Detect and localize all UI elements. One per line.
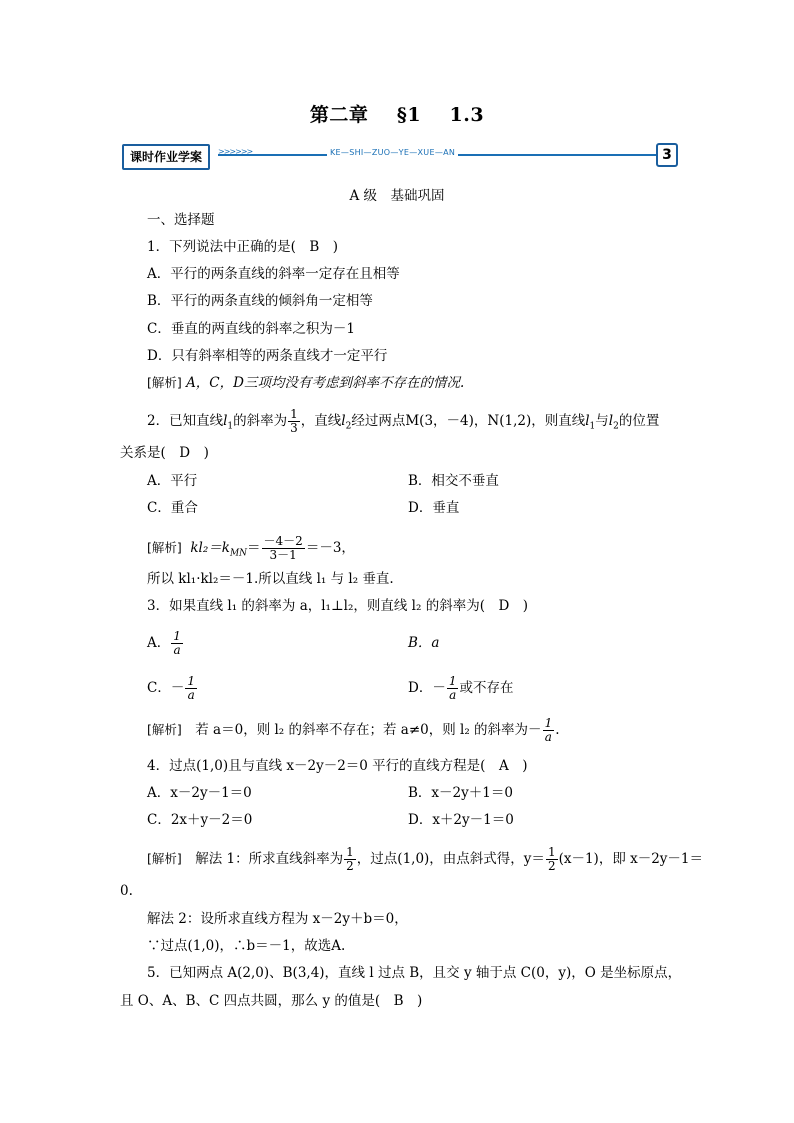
q1-explanation — [147, 374, 464, 392]
q3-option-a: A． $\frac{1}{a}$ — [147, 629, 181, 657]
q4-slope-fraction: $\frac{1}{2}$ — [346, 845, 354, 873]
q3-option-c: C．－ $\frac{1}{a}$ — [147, 674, 195, 702]
q3-option-d: D．－ $\frac{1}{a}$ 或不存在 — [408, 674, 514, 702]
q4-explanation-line1: [解析] 解法 1：所求直线斜率为 $\frac{1}{2}$ ，过点(1,0)，由点斜式得，y＝ $\frac{1}{2}$ (x－1)，即 x－2y－1＝ — [147, 845, 704, 873]
q4-option-b: B．x－2y＋1＝0 — [408, 785, 513, 801]
q4-explanation-line3: ∵过点(1,0)，∴b＝－1，故选A. — [147, 938, 346, 954]
q2-text-3: ，直线 — [300, 413, 342, 429]
subsection-label: 1.3 — [449, 104, 485, 126]
q2-jx-fraction: $\frac{-4-2}{3-1}$ — [263, 534, 303, 562]
q4-slope-fraction-2: $\frac{1}{2}$ — [547, 845, 556, 873]
q2-jx-eq: ＝ — [247, 540, 261, 556]
q3-a-fraction: $\frac{1}{a}$ — [173, 629, 181, 657]
banner-number: 3 — [656, 143, 678, 167]
q1-option-a: A．平行的两条直线的斜率一定存在且相等 — [147, 266, 400, 282]
q2-stem-line2: 关系是( D ) — [120, 445, 209, 461]
q3-explanation: [解析] 若 a＝0，则 l₂ 的斜率不存在；若 a≠0，则 l₂ 的斜率为－ $\frac{1}{a}$ . — [147, 716, 560, 744]
q4-explanation-line2: 解法 2：设所求直线方程为 x－2y＋b＝0， — [147, 911, 408, 927]
q2-option-b: B．相交不垂直 — [408, 473, 499, 489]
q5-stem-line1: 5．已知两点 A(2,0)、B(3,4)，直线 l 过点 B，且交 y 轴于点 C(0，y)，O 是坐标原点， — [147, 965, 682, 981]
q2-jiexi-tag: [解析] — [147, 540, 182, 555]
q4-option-a: A．x－2y－1＝0 — [147, 785, 252, 801]
q3-c-fraction: $\frac{1}{a}$ — [187, 674, 195, 702]
banner-tag: 课时作业学案 — [122, 144, 210, 170]
q1-option-c: C．垂直的两直线的斜率之积为－1 — [147, 321, 355, 337]
level-heading: A 级 基础巩固 — [349, 188, 445, 204]
banner-pinyin: KE—SHI—ZUO—YE—XUE—AN — [327, 148, 458, 157]
chapter-label: 第二章 — [309, 104, 369, 126]
q2-text-6: 的位置 — [618, 413, 660, 429]
q1-jiexi-text: A，C，D三项均没有考虑到斜率不存在的情况. — [186, 375, 465, 391]
banner-arrows: >>>>>> — [218, 147, 253, 156]
lesson-banner — [122, 143, 678, 167]
q2-jx-result: ＝－3， — [305, 540, 355, 556]
q2-option-a: A．平行 — [147, 473, 198, 489]
q1-jiexi-tag: [解析] — [147, 375, 182, 390]
q2-text-2: 的斜率为 — [233, 413, 288, 429]
section-label: §1 — [396, 104, 422, 126]
q2-text-4: 经过两点M(3，－4)，N(1,2)，则直线 — [351, 413, 586, 429]
q2-text-1: 2．已知直线 — [147, 413, 224, 429]
q2-option-d: D．垂直 — [408, 500, 460, 516]
q2-explanation-line2: 所以 kl₁·kl₂＝－1.所以直线 l₁ 与 l₂ 垂直. — [147, 571, 394, 587]
q1-stem: 1．下列说法中正确的是( B ) — [147, 239, 339, 255]
q3-jiexi-tag: [解析] — [147, 722, 182, 737]
q2-text-5: 与 — [595, 413, 609, 429]
q4-stem: 4．过点(1,0)且与直线 x－2y－2＝0 平行的直线方程是( A ) — [147, 758, 528, 774]
q1-option-b: B．平行的两条直线的倾斜角一定相等 — [147, 293, 373, 309]
q2-option-c: C．重合 — [147, 500, 198, 516]
q4-explanation-line1-cont: 0. — [120, 883, 133, 899]
q1-option-d: D．只有斜率相等的两条直线才一定平行 — [147, 348, 388, 364]
q3-jiexi-text: 若 a＝0，则 l₂ 的斜率不存在；若 a≠0，则 l₂ 的斜率为－ — [181, 722, 542, 738]
q4-jiexi-tag: [解析] — [147, 851, 182, 866]
q3-option-b: B．a — [408, 635, 440, 651]
q3-stem: 3．如果直线 l₁ 的斜率为 a，l₁⊥l₂，则直线 l₂ 的斜率为( D ) — [147, 598, 529, 614]
q4-option-c: C．2x＋y－2＝0 — [147, 812, 253, 828]
q2-jx-1: kl₂＝k — [190, 540, 230, 556]
q3-d-fraction: $\frac{1}{a}$ — [448, 674, 457, 702]
q4-option-d: D．x＋2y－1＝0 — [408, 812, 514, 828]
q5-stem-line2: 且 O、A、B、C 四点共圆，那么 y 的值是( B ) — [120, 993, 423, 1009]
section-heading: 一、选择题 — [147, 212, 215, 228]
q2-jx-sub: MN — [229, 548, 248, 559]
page-title — [0, 100, 794, 127]
q2-explanation-line1 — [147, 535, 355, 563]
q2-slope-fraction: $\frac{1}{3}$ — [290, 407, 298, 435]
q2-stem-line1: 2．已知直线$l_1$的斜率为 $\frac{1}{3}$ ，直线$l_2$经过两点M(3，－4)，N(1,2)，则直线$l_1$与$l_2$的位置 — [147, 407, 660, 435]
q3-jiexi-fraction: $\frac{1}{a}$ — [544, 716, 553, 744]
